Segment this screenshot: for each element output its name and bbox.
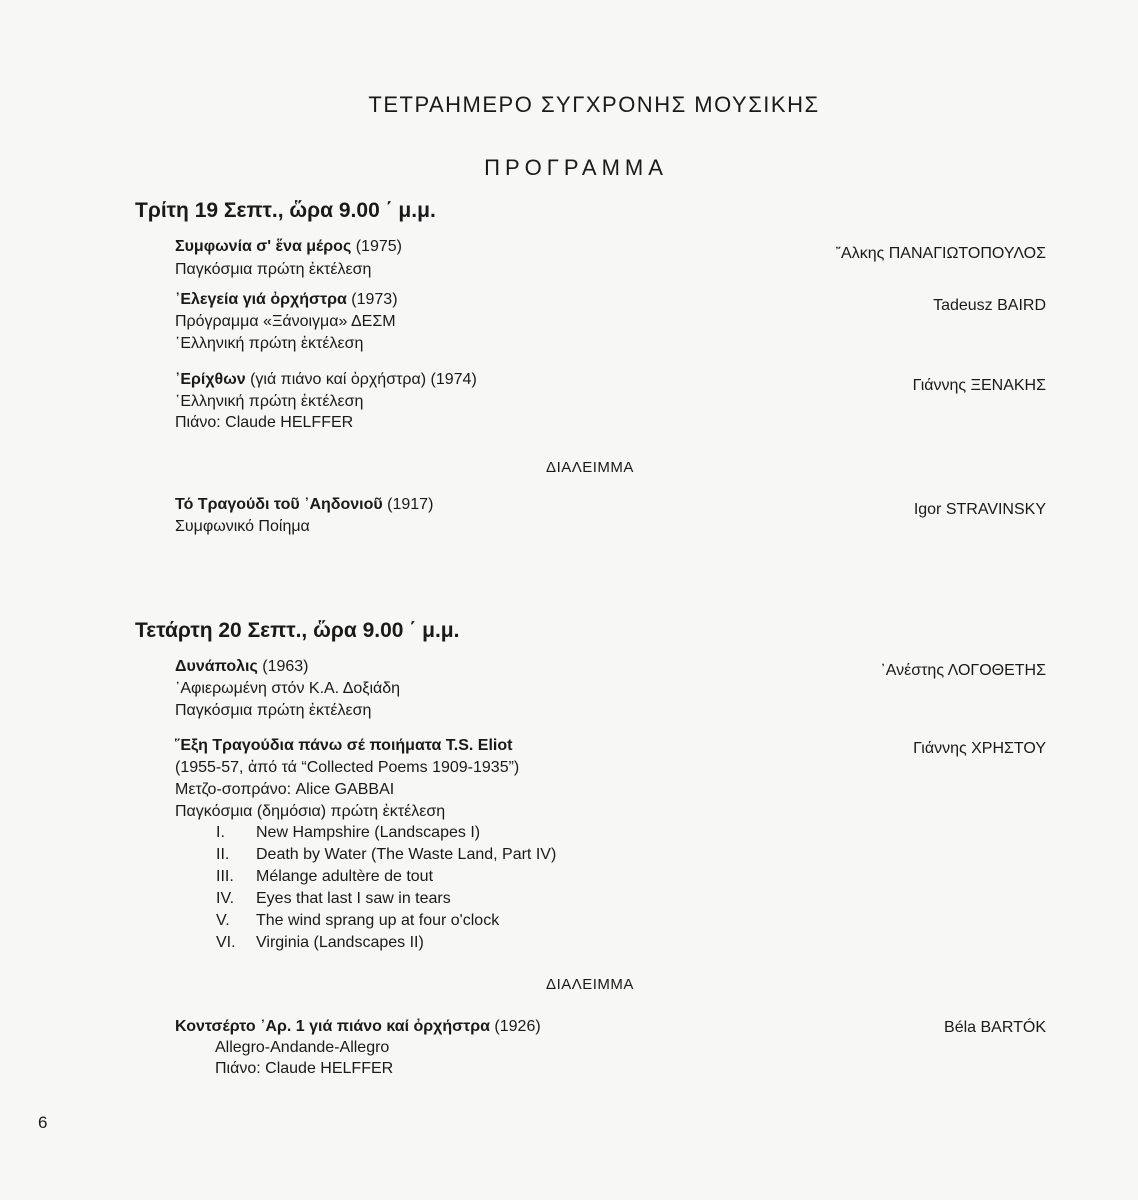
movement-number: VI. (216, 934, 236, 951)
movement-title: Mélange adultère de tout (256, 868, 434, 885)
movement-number: I. (216, 824, 225, 841)
work-title (175, 291, 398, 309)
movement-title: Virginia (Landscapes II) (256, 934, 424, 951)
work-title-text: Τό Τραγούδι τοῦ ᾽Αηδονιοῦ (175, 496, 383, 513)
composer-name: ῎Αλκης ΠΑΝΑΓΙΩΤΟΠΟΥΛΟΣ (835, 245, 1046, 262)
work-title-text: Δυνάπολις (175, 658, 258, 675)
soloist-note: Μετζο-σοπράνο: Alice GABBAI (175, 781, 395, 798)
work-year: (1963) (262, 658, 309, 675)
intermission-label: ΔΙΑΛΕΙΜΜΑ (546, 459, 634, 476)
work-note: Συμφωνικό Ποίημα (175, 518, 310, 535)
work-note: Allegro-Andande-Allegro (215, 1039, 390, 1056)
work-title (175, 1018, 541, 1036)
work-title-text: ᾽Ερίχθων (175, 371, 246, 388)
movement-title: Death by Water (The Waste Land, Part IV) (256, 846, 557, 863)
work-year: (1973) (351, 291, 398, 308)
work-note: ῾Ελληνική πρώτη ἐκτέλεση (175, 335, 364, 352)
work-year: (1917) (387, 496, 434, 513)
page-number: 6 (38, 1113, 48, 1132)
movement-title: New Hampshire (Landscapes I) (256, 824, 481, 841)
work-title-text: ᾽Ελεγεία γιά ὀρχήστρα (175, 291, 347, 308)
work-note: Παγκόσμια πρώτη ἐκτέλεση (175, 261, 372, 278)
work-subtitle: (γιά πιάνο καί ὀρχήστρα) (250, 371, 427, 388)
work-title (175, 737, 512, 755)
work-note: Πρόγραμμα «Ξάνοιγμα» ΔΕΣΜ (175, 313, 396, 330)
movement-title: The wind sprang up at four o'clock (256, 912, 500, 929)
day-heading-tuesday: Τρίτη 19 Σεπτ., ὥρα 9.00 ΄ μ.μ. (135, 199, 436, 222)
work-title (175, 371, 477, 389)
page-title: ΤΕΤΡΑΗΜΕΡΟ ΣΥΓΧΡΟΝΗΣ ΜΟΥΣΙΚΗΣ (368, 92, 820, 117)
program-heading: ΠΡΟΓΡΑΜΜΑ (484, 155, 668, 180)
work-title-text: ῞Εξη Τραγούδια πάνω σέ ποιήματα T.S. Eliot (175, 737, 513, 754)
work-year: (1975) (355, 238, 402, 255)
composer-name: Igor STRAVINSKY (913, 501, 1046, 518)
composer-name: Γιάννης ΧΡΗΣΤΟΥ (913, 740, 1046, 757)
work-year: (1926) (494, 1018, 541, 1035)
work-note: ῾Ελληνική πρώτη ἐκτέλεση (175, 393, 364, 410)
soloist-note: Πιάνο: Claude HELFFER (175, 414, 354, 431)
soloist-note: Πιάνο: Claude HELFFER (215, 1060, 394, 1077)
work-title-text: Συμφωνία σ' ἕνα μέρος (175, 238, 352, 255)
composer-name: Tadeusz BAIRD (933, 297, 1046, 314)
day-heading-wednesday: Τετάρτη 20 Σεπτ., ὥρα 9.00 ΄ μ.μ. (135, 619, 460, 642)
work-title (175, 238, 402, 256)
movement-number: III. (216, 868, 234, 885)
movement-number: V. (216, 912, 230, 929)
intermission-label: ΔΙΑΛΕΙΜΜΑ (546, 976, 634, 993)
work-title (175, 658, 309, 676)
work-title (175, 496, 433, 514)
movement-number: IV. (216, 890, 235, 907)
movement-title: Eyes that last I saw in tears (256, 890, 451, 907)
composer-name: Béla BARTÓK (944, 1019, 1046, 1036)
movement-number: II. (216, 846, 230, 863)
composer-name: ᾽Ανέστης ΛΟΓΟΘΕΤΗΣ (880, 662, 1046, 679)
work-note: (1955-57, ἀπό τά “Collected Poems 1909-1935”) (175, 759, 520, 776)
work-year: (1974) (430, 371, 477, 388)
work-title-text: Κοντσέρτο ᾽Αρ. 1 γιά πιάνο καί ὀρχήστρα (175, 1018, 490, 1035)
work-note: Παγκόσμια πρώτη ἐκτέλεση (175, 702, 372, 719)
work-note: Παγκόσμια (δημόσια) πρώτη ἐκτέλεση (175, 803, 446, 820)
work-note: ᾽Αφιερωμένη στόν Κ.Α. Δοξιάδη (175, 680, 401, 697)
composer-name: Γιάννης ΞΕΝΑΚΗΣ (912, 377, 1046, 394)
